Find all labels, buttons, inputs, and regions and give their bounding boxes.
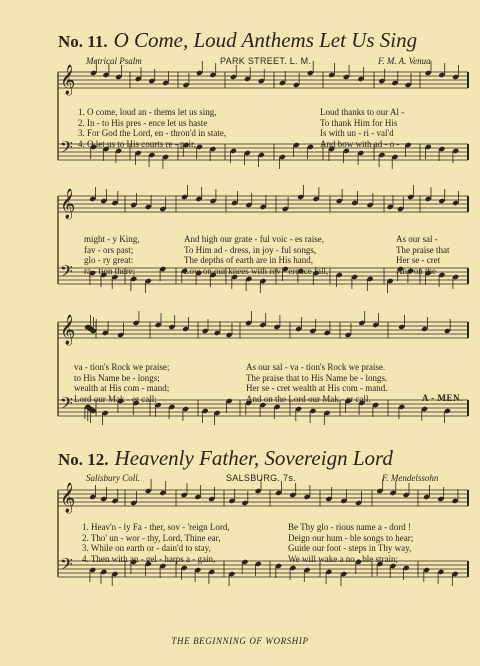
clef-icon: 𝄢	[60, 137, 73, 161]
verse-line: 2. In - to His pres - ence let us haste To thank Him for His	[78, 117, 398, 128]
hymn-11-tune: PARK STREET. L. M.	[220, 56, 312, 66]
page-footer: THE BEGINNING OF WORSHIP	[171, 636, 309, 646]
clef-icon: 𝄢	[60, 393, 73, 417]
verse-line: 3. For God the Lord, en - thron'd in state, Is with un - ri - val'd	[78, 128, 394, 138]
verse-line: fav - ors past; To Him ad - dress, in joy - ful songs, The praise that	[84, 244, 450, 255]
hymn-12-tune: SALSBURG. 7s.	[226, 473, 296, 483]
amen-label: A - MEN.	[422, 393, 463, 403]
hymn-11-system-2-lyrics	[84, 234, 468, 276]
hymn-11-system-3-lyrics	[74, 362, 464, 404]
verse-line: might - y King, And high our grate - ful voic - es raise, As our sal -	[84, 234, 438, 244]
verse-line: 3. While on earth or - dain'd to stay, Guide our foot - steps in Thy way,	[82, 543, 412, 553]
hymn-12-composer: F. Mendelssohn	[382, 473, 439, 483]
verse-line: 2. Tho' un - wor - thy, Lord, Thine ear, Deign our hum - ble songs to hear;	[82, 532, 414, 543]
clef-icon: 𝄢	[60, 261, 73, 285]
clef-icon: 𝄞	[60, 315, 76, 345]
verse-line: wealth at His com - mand; Her se - cret wealth at His com - mand.	[74, 383, 388, 393]
hymn-11-meter-source: Metrical Psalm	[86, 56, 142, 66]
verse-line: Lord our Mak - er call; And on the Lord our Mak - er call.	[74, 393, 371, 404]
clef-icon: 𝄞	[60, 189, 76, 219]
hymn-12-system-1-lyrics	[82, 522, 472, 564]
verse-line: va - tion's Rock we praise; As our sal - va - tion's Rock we praise.	[74, 362, 386, 372]
verse-line: 4. Then with an - gel - harps a - gain, We will wake a no - ble strain;	[82, 553, 398, 564]
hymn-11-title: No. 11. O Come, Loud Anthems Let Us Sing	[58, 28, 418, 52]
hymn-12-title: No. 12. Heavenly Father, Sovereign Lord	[58, 446, 393, 470]
verse-line: 1. O come, loud an - thems let us sing, Loud thanks to our Al -	[78, 107, 405, 117]
verse-line: 1. Heav'n - ly Fa - ther, sov - 'reign Lord, Be Thy glo - rious name a - dord !	[82, 522, 412, 532]
clef-icon: 𝄢	[60, 554, 73, 578]
hymn-11-system-1-lyrics	[78, 107, 468, 149]
verse-line: to His Name be - longs; The praise that to His Name be - longs.	[74, 372, 388, 383]
clef-icon: 𝄞	[60, 65, 76, 95]
clef-icon: 𝄞	[60, 483, 76, 513]
verse-line: 4. O let us to His courts re - pair, And bow with ad - o -	[78, 138, 400, 149]
verse-line: glo - ry great: The depths of earth are in His hand, Her se - cret	[84, 255, 441, 265]
verse-line: ra - tion there; Low on our knees with rev - erence fall, And on the	[84, 265, 436, 276]
hymn-11-composer: F. M. A. Venua	[378, 56, 431, 66]
hymn-12-meter-source: Salisbury Coll.	[86, 473, 141, 483]
